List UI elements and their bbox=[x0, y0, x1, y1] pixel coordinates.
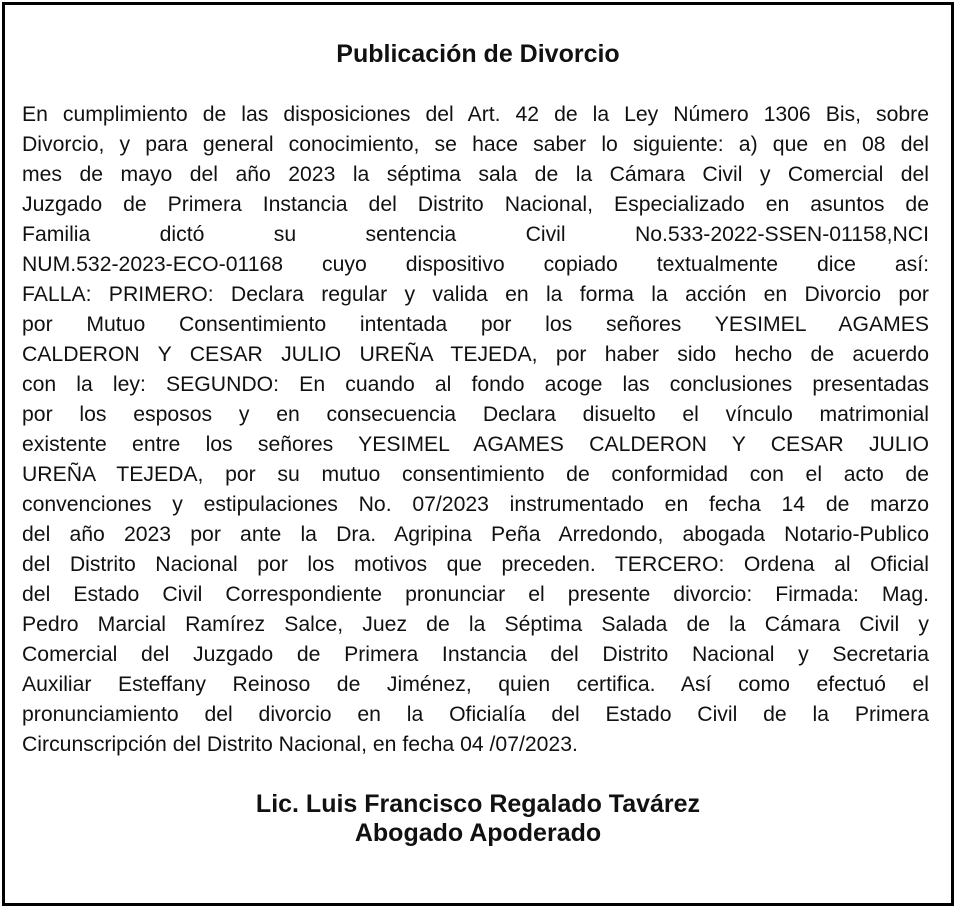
body-line: NUM.532-2023-ECO-01168 cuyo dispositivo copiado textualmente dice así: bbox=[22, 253, 929, 276]
body-line: del Distrito Nacional por los motivos que preceden. TERCERO: Ordena al Oficial bbox=[22, 553, 929, 576]
body-line: FALLA: PRIMERO: Declara regular y valida en la forma la acción en Divorcio por bbox=[22, 283, 929, 306]
signature-block bbox=[5, 790, 951, 848]
body-line: En cumplimiento de las disposiciones del Art. 42 de la Ley Número 1306 Bis, sobre bbox=[22, 103, 929, 126]
body-line: Comercial del Juzgado de Primera Instancia del Distrito Nacional y Secretaria bbox=[22, 643, 929, 666]
body-line: Circunscripción del Distrito Nacional, en fecha 04 /07/2023. bbox=[22, 733, 578, 756]
body-line: mes de mayo del año 2023 la séptima sala de la Cámara Civil y Comercial del bbox=[22, 163, 929, 186]
signatory-role: Abogado Apoderado bbox=[354, 819, 602, 847]
body-line: CALDERON Y CESAR JULIO UREÑA TEJEDA, por haber sido hecho de acuerdo bbox=[22, 343, 929, 366]
signatory-name: Lic. Luis Francisco Regalado Tavárez bbox=[255, 790, 701, 818]
body-line: Juzgado de Primera Instancia del Distrito Nacional, Especializado en asuntos de bbox=[22, 193, 929, 216]
body-line: Familia dictó su sentencia Civil No.533-2022-SSEN-01158,NCI bbox=[22, 223, 929, 246]
body-line: por Mutuo Consentimiento intentada por los señores YESIMEL AGAMES bbox=[22, 313, 929, 336]
notice-frame bbox=[2, 2, 954, 906]
body-line: convenciones y estipulaciones No. 07/2023 instrumentado en fecha 14 de marzo bbox=[22, 493, 929, 516]
body-line: del año 2023 por ante la Dra. Agripina Peña Arredondo, abogada Notario-Publico bbox=[22, 523, 929, 546]
body-line: Auxiliar Esteffany Reinoso de Jiménez, quien certifica. Así como efectuó el bbox=[22, 673, 929, 696]
body-line: UREÑA TEJEDA, por su mutuo consentimiento de conformidad con el acto de bbox=[22, 463, 929, 486]
body-line: existente entre los señores YESIMEL AGAMES CALDERON Y CESAR JULIO bbox=[22, 433, 929, 456]
body-line: del Estado Civil Correspondiente pronunciar el presente divorcio: Firmada: Mag. bbox=[22, 583, 929, 606]
notice-title: Publicación de Divorcio bbox=[336, 40, 620, 68]
notice-body bbox=[22, 100, 929, 760]
body-line: por los esposos y en consecuencia Declara disuelto el vínculo matrimonial bbox=[22, 403, 929, 426]
body-line: con la ley: SEGUNDO: En cuando al fondo acoge las conclusiones presentadas bbox=[22, 373, 929, 396]
body-line: Pedro Marcial Ramírez Salce, Juez de la Séptima Salada de la Cámara Civil y bbox=[22, 613, 929, 636]
body-line: pronunciamiento del divorcio en la Oficialía del Estado Civil de la Primera bbox=[22, 703, 929, 726]
body-line: Divorcio, y para general conocimiento, se hace saber lo siguiente: a) que en 08 del bbox=[22, 133, 929, 156]
